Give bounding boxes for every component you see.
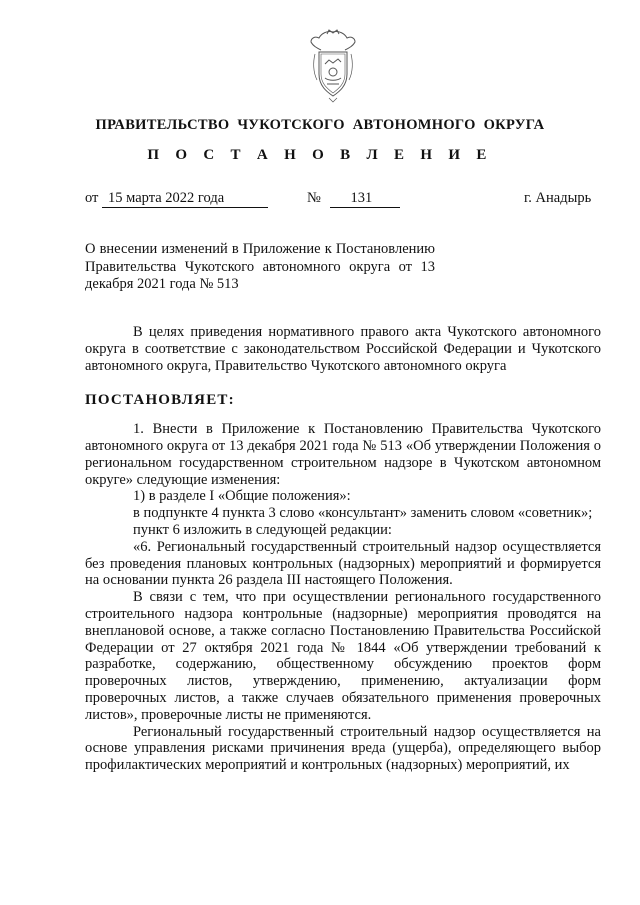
body-paragraph: Региональный государственный строительный надзор осуществляется на основе управления рисками причинения вреда (ущерба), определяющего выбор профилактических мероприятий и контрольных (надзорных) мероприятий, их (85, 723, 601, 774)
date-prefix: от (85, 190, 99, 206)
document-type: П О С Т А Н О В Л Е Н И Е (147, 147, 493, 163)
body-paragraph: в подпункте 4 пункта 3 слово «консультант» заменить словом «советник»; (133, 505, 593, 522)
date-line (85, 190, 268, 208)
document-number: 131 (330, 190, 400, 208)
document-subject: О внесении изменений в Приложение к Постановлению Правительства Чукотского автономного округа от 13 декабря 2021 года № 513 (85, 241, 435, 292)
government-title: ПРАВИТЕЛЬСТВО ЧУКОТСКОГО АВТОНОМНОГО ОКРУГА (95, 117, 545, 133)
decree-heading: ПОСТАНОВЛЯЕТ: (85, 392, 235, 409)
number-line (307, 190, 400, 208)
coat-of-arms-icon (305, 28, 361, 104)
body-paragraph: «6. Региональный государственный строительный надзор осуществляется без проведения плановых контрольных (надзорных) мероприятий и формируется на основании пункта 26 раздела III настоящего Положения. (85, 538, 601, 589)
document-city: г. Анадырь (524, 190, 592, 206)
number-prefix: № (307, 190, 321, 206)
body-paragraph: 1. Внести в Приложение к Постановлению Правительства Чукотского автономного округа от 13 декабря 2021 года № 513 «Об утверждении Положения о региональном государственном строительном надзоре в Чукотском автономном округе» следующие изменения: (85, 421, 601, 488)
body-paragraph: В связи с тем, что при осуществлении регионального государственного строительного надзора контрольные (надзорные) мероприятия проводятся на внеплановой основе, а также согласно Постановлению Правительства Российской Федерации от 27 октября 2021 года № 1844 «Об утверждении требований к разработке, содержанию, общественному обсуждению проектов форм проверочных листов, утверждению, применению, актуализации форм проверочных листов, а также случаев обязательного применения проверочных листов», проверочные листы не применяются. (85, 589, 601, 723)
document-date: 15 марта 2022 года (102, 190, 268, 208)
body-paragraph: пункт 6 изложить в следующей редакции: (133, 521, 392, 538)
body-paragraph: 1) в разделе I «Общие положения»: (133, 488, 351, 505)
document-body (85, 324, 601, 774)
preamble-paragraph: В целях приведения нормативного правого акта Чукотского автономного округа в соответствие с законодательством Российской Федерации и Чукотского автономного округа, Правительство Чукотского автономного округа (85, 324, 601, 374)
